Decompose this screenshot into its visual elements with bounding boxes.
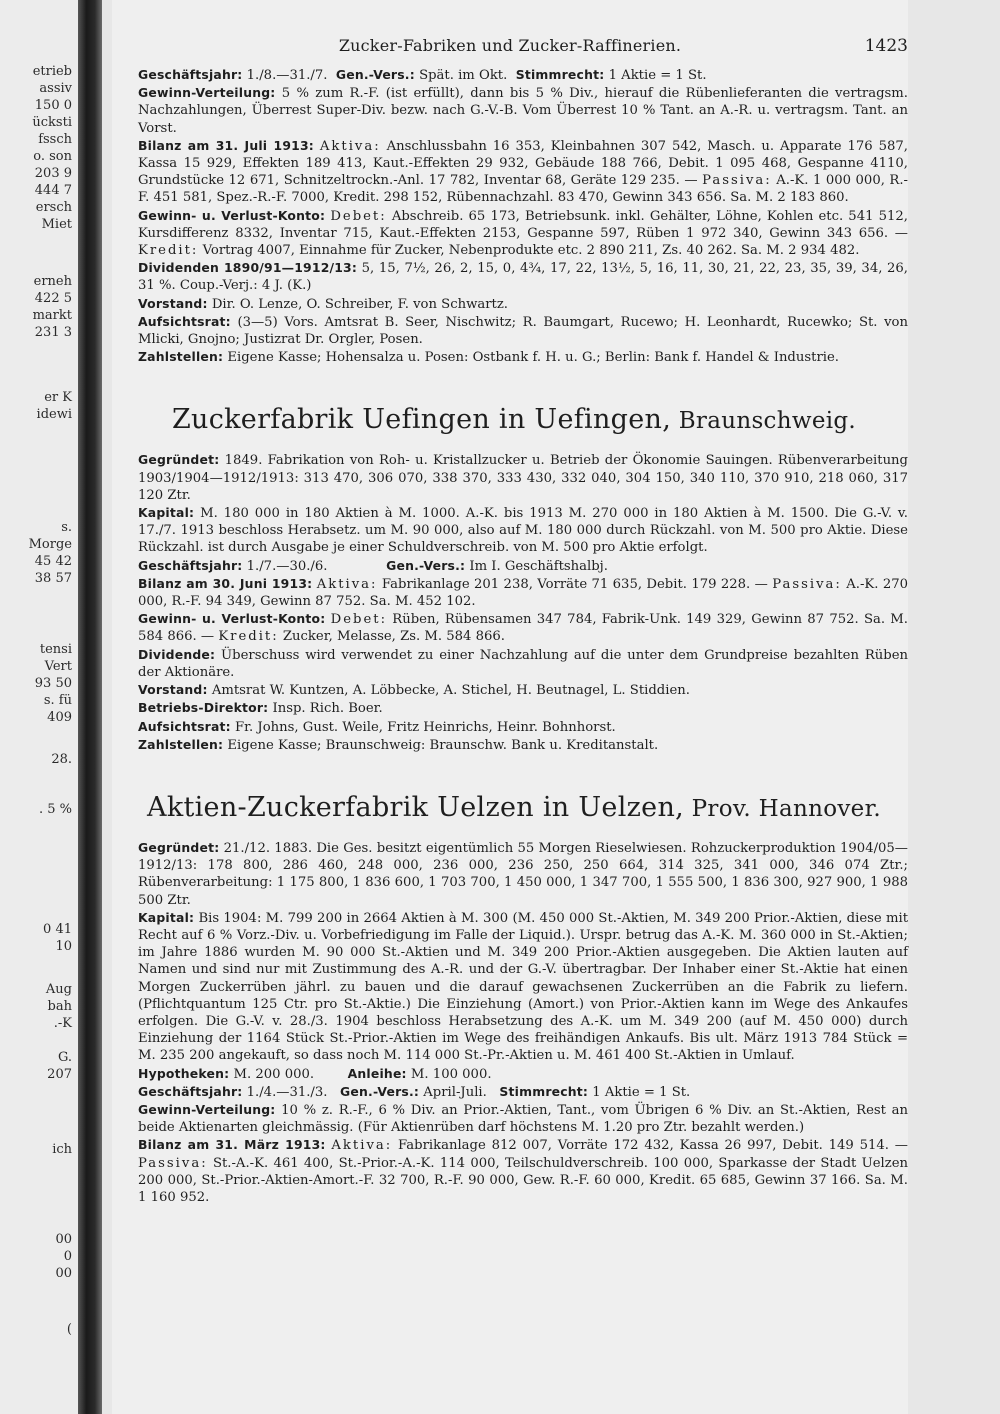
text-aufsichtsrat: Fr. Johns, Gust. Weile, Fritz Heinrichs, Heinr. Bohnhorst. xyxy=(230,719,616,735)
label-zahlstellen: Zahlstellen: xyxy=(138,736,224,752)
facing-page-edge xyxy=(0,0,78,1414)
facing-page-fragment: 422 5 xyxy=(34,291,72,306)
fiscal-line xyxy=(120,66,908,84)
text-dividende: Überschuss wird verwendet zu einer Nachzahlung auf die unter dem Grundpreise bezahlten Rüben der Aktionäre. xyxy=(138,647,908,680)
facing-page-fragment: 409 xyxy=(47,710,72,725)
label-betriebsdirektor: Betriebs-Direktor: xyxy=(138,700,269,716)
facing-page-fragment: 00 xyxy=(55,1232,72,1247)
value-geschaeftsjahr: 1./7.—30./6. xyxy=(242,558,328,574)
text-betriebsdirektor: Insp. Rich. Boer. xyxy=(268,701,383,717)
label-kapital: Kapital: xyxy=(138,909,195,925)
vorstand-para xyxy=(120,295,908,313)
title-location: Prov. Hannover. xyxy=(684,795,881,822)
facing-page-fragment: Miet xyxy=(41,217,72,232)
facing-page-fragment: erneh xyxy=(33,274,72,289)
text-hypotheken: M. 200 000. xyxy=(229,1066,315,1082)
facing-page-fragment: 231 3 xyxy=(34,325,72,340)
label-hypotheken: Hypotheken: xyxy=(138,1065,230,1081)
facing-page-fragment: Aug xyxy=(45,982,72,997)
facing-page-fragment: s. fü xyxy=(43,693,72,708)
fiscal-line xyxy=(120,1083,908,1101)
facing-page-fragment: . 5 % xyxy=(38,802,72,817)
text-aufsichtsrat: (3—5) Vors. Amtsrat B. Seer, Nischwitz; R. Baumgart, Rucewo; H. Leonhardt, Rucewko; St. von Mlicki, Gnojno; Justizrat Dr. Orgler, Posen. xyxy=(138,314,908,348)
facing-page-fragment: 38 57 xyxy=(34,571,72,586)
text-gegruendet: 21./12. 1883. Die Ges. besitzt eigentümlich 55 Morgen Rieselwiesen. Rohzuckerproduktion 1904/05—1912/13: 178 800, 286 460, 248 000, 236 000, 236 250, 250 664, 314 325, 341 000, 346 074 Ztr.; Rübenverarbeitung: 1 175 800, 1 836 600, 1 703 700, 1 450 000, 1 347 700, 1 555 500, 1 836 300, 927 900, 1 988 500 Ztr. xyxy=(138,840,908,908)
label-passiva: Passiva: xyxy=(138,1155,208,1171)
text-dividenden: 5, 15, 7½, 26, 2, 15, 0, 4¾, 17, 22, 13½, 5, 16, 11, 30, 21, 22, 23, 35, 39, 34, 26, 31 %. Coup.-Verj.: 4 J. (K.) xyxy=(138,261,908,294)
label-aufsichtsrat: Aufsichtsrat: xyxy=(138,718,231,734)
value-geschaeftsjahr: 1./8.—31./7. xyxy=(242,68,328,83)
facing-page-fragment: ücksti xyxy=(32,115,72,130)
text-aktiva: Fabrikanlage 201 238, Vorräte 71 635, Debit. 179 228. — xyxy=(377,576,773,592)
aufsichtsrat-para xyxy=(120,313,908,348)
text-anleihe: M. 100 000. xyxy=(406,1066,492,1082)
facing-page-fragment: .-K xyxy=(53,1016,72,1031)
gewinnverteilung-para xyxy=(120,1101,908,1136)
hypotheken-line xyxy=(120,1065,908,1083)
text-passiva: A.-K. 270 000, R.-F. 94 349, Gewinn 87 752. Sa. M. 452 102. xyxy=(138,576,908,610)
text-kapital: M. 180 000 in 180 Aktien à M. 1000. A.-K. bis 1913 M. 270 000 in 180 Aktien à M. 1500. Die G.-V. v. 17./7. 1913 beschloss Herabsetz. um M. 90 000, also auf M. 180 000 durch Rückzahl. von M. 500 pro Aktie. Diese Rückzahl. ist durch Ausgabe je einer Schuldverschreib. von M. 500 pro Aktie erfolgt. xyxy=(138,506,908,556)
label-genvers: Gen.-Vers.: xyxy=(386,557,466,573)
text-vorstand: Dir. O. Lenze, O. Schreiber, F. von Schwartz. xyxy=(207,296,508,312)
label-bilanz: Bilanz am 31. März 1913: xyxy=(138,1137,326,1153)
facing-page-fragment: ( xyxy=(66,1322,72,1337)
label-passiva: Passiva: xyxy=(772,576,842,592)
text-vorstand: Amtsrat W. Kuntzen, A. Löbbecke, A. Stichel, H. Beutnagel, L. Stiddien. xyxy=(207,683,690,699)
running-title: Zucker-Fabriken und Zucker-Raffinerien. xyxy=(338,36,682,55)
company-title-uelzen xyxy=(120,792,908,825)
label-passiva: Passiva: xyxy=(702,173,772,189)
book-page xyxy=(112,0,908,1414)
company-title-uefingen xyxy=(120,404,908,437)
entry-continued xyxy=(120,66,908,366)
facing-page-fragment: ersch xyxy=(35,200,72,215)
label-stimmrecht: Stimmrecht: xyxy=(499,1083,589,1099)
label-stimmrecht: Stimmrecht: xyxy=(515,67,605,82)
label-gegruendet: Gegründet: xyxy=(138,839,220,855)
zahlstellen-para xyxy=(120,348,908,366)
title-main: Zuckerfabrik Uefingen in Uefingen, xyxy=(171,404,672,436)
text-zahlstellen: Eigene Kasse; Hohensalza u. Posen: Ostbank f. H. u. G.; Berlin: Bank f. Handel & Industrie. xyxy=(223,350,839,366)
text-kapital: Bis 1904: M. 799 200 in 2664 Aktien à M. 300 (M. 450 000 St.-Aktien, M. 349 200 Prior.-Aktien, diese mit Recht auf 6 % Vorz.-Div. u. Vorbefriedigung im Falle der Liquid.). Urspr. betrug das A.-K. M. 360 000 in St.-Aktien; im Jahre 1886 wurden M. 90 000 St.-Aktien und M. 349 200 Prior.-Aktien ausgegeben. Die Aktien lauten auf Namen und sind nur mit Zustimmung des A.-R. und der G.-V. übertragbar. Der Inhaber einer St.-Aktie hat einen Morgen Zuckerrüben jährl. zu bauen und die darauf gewachsenen Zuckerrüben an die Fabrik zu liefern. (Pflichtquantum 125 Ctr. pro St.-Aktie.) Die Einziehung (Amort.) von Prior.-Aktien kann im Wege des Ankaufes erfolgen. Die G.-V. v. 28./3. 1904 beschloss Herabsetzung des A.-K. um M. 349 200 (auf M. 450 000) durch Einziehung der 1164 Stück St.-Prior.-Aktien im Wege des freihändigen Ankaufs. Bis ult. März 1913 784 Stück = M. 235 200 angekauft, so dass noch M. 114 000 St.-Pr.-Aktien u. M. 461 400 St.-Aktien in Umlauf. xyxy=(138,910,908,1064)
zahlstellen-para xyxy=(120,736,908,754)
gegruendet-para xyxy=(120,451,908,504)
label-vorstand: Vorstand: xyxy=(138,682,208,698)
text-debet: Rüben, Rübensamen 347 784, Fabrik-Unk. 149 329, Gewinn 87 752. Sa. M. 584 866. — xyxy=(138,612,908,645)
facing-page-fragment: 0 xyxy=(63,1249,72,1264)
bilanz-para xyxy=(120,137,908,207)
text-kredit: Zucker, Melasse, Zs. M. 584 866. xyxy=(278,629,505,645)
facing-page-fragment: 0 41 xyxy=(43,922,72,937)
label-gegruendet: Gegründet: xyxy=(138,452,220,468)
label-geschaeftsjahr: Geschäftsjahr: xyxy=(138,557,243,573)
label-genvers: Gen.-Vers.: xyxy=(340,1083,420,1099)
page-number: 1423 xyxy=(864,36,908,56)
facing-page-fragment: s. xyxy=(61,520,72,535)
text-passiva: A.-K. 1 000 000, R.-F. 451 581, Spez.-R.-F. 7000, Kredit. 298 152, Rübennachzahl. 83 470, Gewinn 343 656. Sa. M. 2 183 860. xyxy=(138,173,908,206)
facing-page-fragment: 00 xyxy=(55,1266,72,1281)
page-body xyxy=(120,66,908,1206)
facing-page-fragment: 207 xyxy=(47,1067,72,1082)
facing-page-fragment: 203 9 xyxy=(34,166,72,181)
facing-page-fragment: idewi xyxy=(36,407,72,422)
facing-page-fragment: 10 xyxy=(55,939,72,954)
label-gewinnverteilung: Gewinn-Verteilung: xyxy=(138,1101,276,1117)
label-guv: Gewinn- u. Verlust-Konto: xyxy=(138,207,326,223)
bilanz-para xyxy=(120,575,908,610)
facing-page-fragment: assiv xyxy=(39,81,72,96)
label-anleihe: Anleihe: xyxy=(347,1065,407,1081)
value-genvers: Im I. Geschäftshalbj. xyxy=(465,558,608,574)
guv-para xyxy=(120,207,908,260)
page-header xyxy=(112,36,908,60)
facing-page-fragment: G. xyxy=(57,1050,72,1065)
text-aktiva: Anschlussbahn 16 353, Kleinbahnen 307 542, Masch. u. Apparate 176 587, Kassa 15 929, Effekten 189 413, Kaut.-Effekten 29 932, Gebäude 188 766, Debit. 1 095 468, Gespanne 4110, Grundstücke 12 671, Schnitzeltrockn.-Anl. 17 782, Inventar 68, Geräte 129 235. — xyxy=(138,138,908,189)
facing-page-fragment: o. son xyxy=(33,149,72,164)
value-genvers: Spät. im Okt. xyxy=(414,68,508,83)
facing-page-fragment: 150 0 xyxy=(34,98,72,113)
facing-page-fragment: bah xyxy=(47,999,72,1014)
value-geschaeftsjahr: 1./4.—31./3. xyxy=(242,1084,328,1100)
facing-page-fragment: Vert xyxy=(44,659,72,674)
gegruendet-para xyxy=(120,839,908,909)
label-geschaeftsjahr: Geschäftsjahr: xyxy=(138,67,243,82)
label-dividenden: Dividenden 1890/91—1912/13: xyxy=(138,260,358,276)
facing-page-fragment: Morge xyxy=(28,537,72,552)
gewinnverteilung-para xyxy=(120,84,908,137)
label-debet: Debet: xyxy=(330,612,388,628)
text-gegruendet: 1849. Fabrikation von Roh- u. Kristallzucker u. Betrieb der Ökonomie Sauingen. Rübenverarbeitung 1903/1904—1912/1913: 313 470, 306 070, 338 370, 333 430, 332 040, 304 150, 340 110, 370 910, 218 060, 317 120 Ztr. xyxy=(138,453,908,503)
betriebsdirektor-para xyxy=(120,699,908,717)
label-kredit: Kredit: xyxy=(138,243,199,259)
dividenden-para xyxy=(120,259,908,294)
label-aktiva: Aktiva: xyxy=(331,1138,393,1154)
label-aktiva: Aktiva: xyxy=(316,576,378,592)
facing-page-fragment: tensi xyxy=(39,642,72,657)
fiscal-line xyxy=(120,557,908,575)
book-gutter xyxy=(78,0,102,1414)
label-guv: Gewinn- u. Verlust-Konto: xyxy=(138,611,326,627)
label-genvers: Gen.-Vers.: xyxy=(335,67,415,82)
guv-para xyxy=(120,610,908,645)
label-bilanz: Bilanz am 31. Juli 1913: xyxy=(138,137,314,153)
text-zahlstellen: Eigene Kasse; Braunschweig: Braunschw. Bank u. Kreditanstalt. xyxy=(223,737,659,753)
vorstand-para xyxy=(120,681,908,699)
label-zahlstellen: Zahlstellen: xyxy=(138,349,224,365)
facing-page-fragment: 45 42 xyxy=(34,554,72,569)
label-bilanz: Bilanz am 30. Juni 1913: xyxy=(138,575,313,591)
facing-page-fragment: 444 7 xyxy=(34,183,72,198)
value-genvers: April-Juli. xyxy=(419,1084,487,1100)
label-gewinnverteilung: Gewinn-Verteilung: xyxy=(138,85,276,101)
text-aktiva: Fabrikanlage 812 007, Vorräte 172 432, Kassa 26 997, Debit. 149 514. — xyxy=(392,1138,908,1154)
text-passiva: St.-A.-K. 461 400, St.-Prior.-A.-K. 114 000, Teilschuldverschreib. 100 000, Sparkasse der Stadt Uelzen 200 000, St.-Prior.-Aktien-Amort.-F. 32 700, R.-F. 90 000, Gew. R.-F. 60 000, Kredit. 65 685, Gewinn 37 166. Sa. M. 1 160 952. xyxy=(138,1155,908,1205)
entry-uelzen xyxy=(120,839,908,1206)
value-stimmrecht: 1 Aktie = 1 St. xyxy=(588,1084,691,1100)
text-gewinnverteilung: 10 % z. R.-F., 6 % Div. an Prior.-Aktien, Tant., vom Übrigen 6 % Div. an St.-Aktien, Rest an beide Aktienarten gleichmässig. (Für Aktienrüben darf höchstens M. 1.20 pro Ztr. bezahlt werden.) xyxy=(138,1102,908,1136)
label-geschaeftsjahr: Geschäftsjahr: xyxy=(138,1083,243,1099)
facing-page-fragment: ich xyxy=(52,1142,72,1157)
label-kredit: Kredit: xyxy=(218,629,279,645)
label-aufsichtsrat: Aufsichtsrat: xyxy=(138,313,231,329)
label-vorstand: Vorstand: xyxy=(138,295,208,311)
dividende-para xyxy=(120,646,908,681)
facing-page-fragment: 93 50 xyxy=(34,676,72,691)
facing-page-fragment: er K xyxy=(44,390,72,405)
text-debet: Abschreib. 65 173, Betriebsunk. inkl. Gehälter, Löhne, Kohlen etc. 541 512, Kursdifferenz 8332, Inventar 715, Kaut.-Effekten 2153, Gespanne 597, Rüben 1 972 340, Gewinn 343 656. — xyxy=(138,208,908,241)
facing-page-fragment: etrieb xyxy=(32,64,72,79)
label-aktiva: Aktiva: xyxy=(319,138,381,154)
label-debet: Debet: xyxy=(330,208,387,224)
entry-uefingen xyxy=(120,451,908,753)
label-dividende: Dividende: xyxy=(138,646,216,662)
kapital-para xyxy=(120,504,908,557)
facing-page-fragment: 28. xyxy=(51,752,72,767)
title-main: Aktien-Zuckerfabrik Uelzen in Uelzen, xyxy=(147,791,685,823)
text-gewinnverteilung: 5 % zum R.-F. (ist erfüllt), dann bis 5 % Div., hierauf die Rübenlieferanten die vertragsm. Nachzahlungen, Überrest Super-Div. bezw. nach G.-V.-B. Vom Überrest 10 % Tant. an A.-R. u. vertragsm. Tant. an Vorst. xyxy=(138,86,908,136)
title-location: Braunschweig. xyxy=(671,408,857,435)
value-stimmrecht: 1 Aktie = 1 St. xyxy=(604,68,707,83)
facing-page-fragment: markt xyxy=(32,308,72,323)
bilanz-para xyxy=(120,1136,908,1206)
facing-page-fragment: fssch xyxy=(38,132,72,147)
label-kapital: Kapital: xyxy=(138,505,195,521)
kapital-para xyxy=(120,909,908,1065)
aufsichtsrat-para xyxy=(120,718,908,736)
text-kredit: Vortrag 4007, Einnahme für Zucker, Nebenprodukte etc. 2 890 211, Zs. 40 262. Sa. M. 2 934 482. xyxy=(198,243,860,259)
